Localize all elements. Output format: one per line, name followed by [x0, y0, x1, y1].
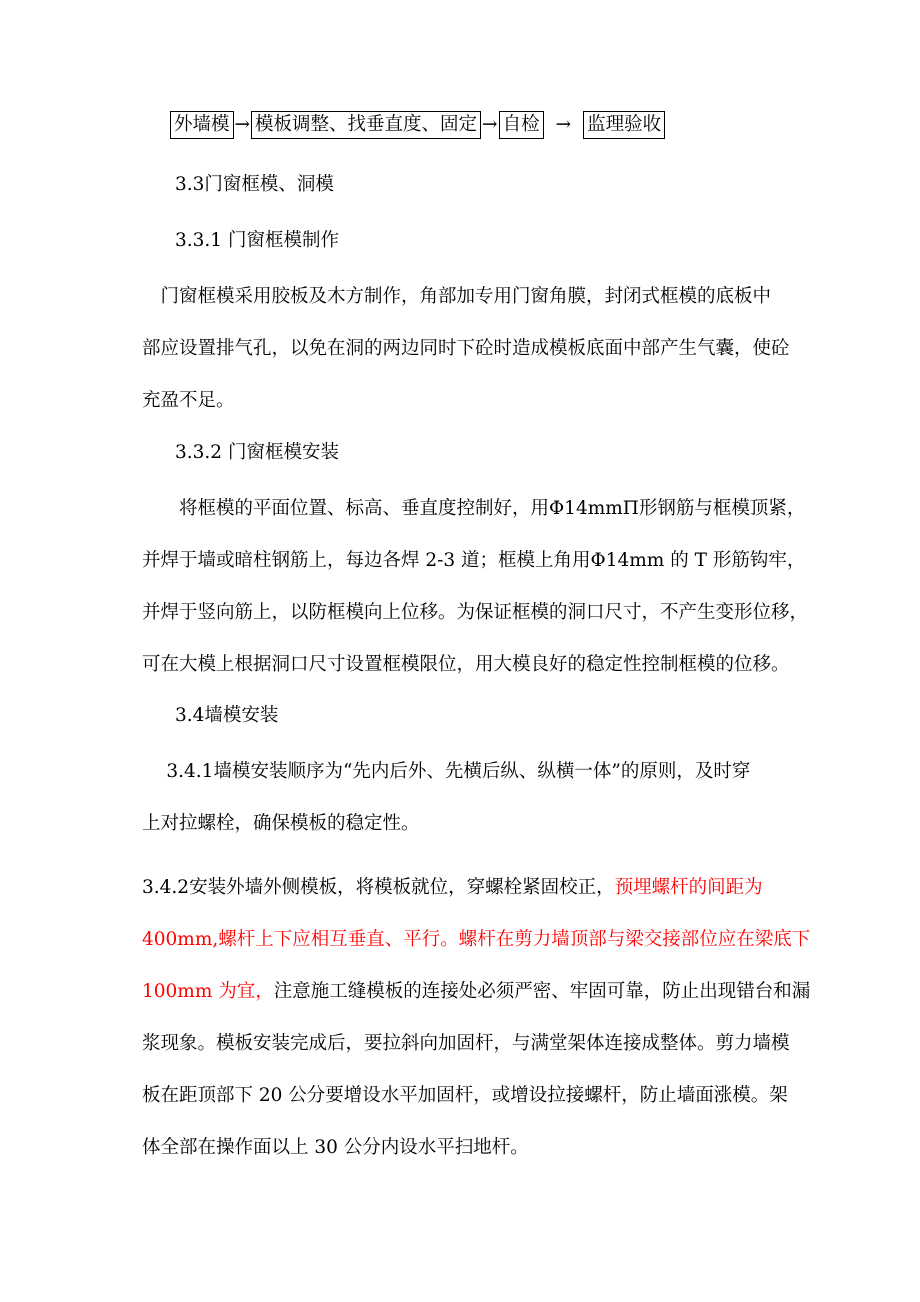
heading-3-3-1: 3.3.1 门窗框模制作	[175, 230, 339, 251]
flow-step-outer-wall-form: 外墙模	[170, 111, 234, 139]
heading-3-3-2: 3.3.2 门窗框模安装	[175, 442, 339, 463]
process-flow	[170, 110, 665, 140]
text-line: 部应设置排气孔，以免在洞的两边同时下砼时造成模板底面中部产生气囊，使砼	[142, 338, 790, 359]
text-line	[142, 862, 782, 914]
text-line: 可在大模上根据洞口尺寸设置框模限位，用大模良好的稳定性控制框模的位移。	[142, 654, 790, 675]
text-line: 门窗框模采用胶板及木方制作，角部加专用门窗角膜，封闭式框模的底板中	[142, 286, 772, 307]
paragraph-3-4-1	[142, 746, 782, 850]
flow-step-supervisor-acceptance: 监理验收	[583, 111, 665, 139]
text-line: 充盈不足。	[142, 390, 235, 411]
paragraph-3-4-2	[142, 862, 811, 1174]
text-line: 板在距顶部下 20 公分要增设水平加固杆，或增设拉接螺杆，防止墙面涨模。架	[142, 1085, 788, 1106]
flow-arrow-icon: →	[555, 114, 572, 135]
paragraph-3-3-2	[142, 483, 809, 691]
text-normal: 3.4.2安装外墙外侧模板，将模板就位，穿螺栓紧固校正，	[142, 877, 615, 898]
text-highlight-red: 400mm,螺杆上下应相互垂直、平行。螺杆在剪力墙顶部与梁交接部位应在梁底下	[142, 929, 811, 950]
text-highlight-red: 100mm 为宜，	[142, 981, 274, 1002]
text-line: 上对拉螺栓，确保模板的稳定性。	[142, 813, 420, 834]
text-line: 体全部在操作面以上 30 公分内设水平扫地杆。	[142, 1137, 529, 1158]
flow-arrow-icon: →	[234, 114, 251, 135]
text-highlight-red: 预埋螺杆的间距为	[614, 877, 763, 898]
heading-3-4: 3.4墙模安装	[175, 705, 279, 726]
text-line	[142, 966, 811, 1018]
text-line: 3.4.1墙模安装顺序为“先内后外、先横后纵、纵横一体”的原则，及时穿	[142, 761, 751, 782]
heading-3-3: 3.3门窗框模、洞模	[175, 174, 334, 195]
flow-step-adjust-fix: 模板调整、找垂直度、固定	[251, 111, 481, 139]
text-normal: 注意施工缝模板的连接处必须严密、牢固可靠，防止出现错台和漏	[273, 981, 811, 1002]
text-line: 并焊于竖向筋上，以防框模向上位移。为保证框模的洞口尺寸，不产生变形位移，	[142, 602, 809, 623]
flow-arrow-icon: →	[482, 114, 498, 135]
text-line: 浆现象。模板安装完成后，要拉斜向加固杆，与满堂架体连接成整体。剪力墙模	[142, 1033, 790, 1054]
flow-step-self-check: 自检	[499, 111, 544, 139]
text-line: 并焊于墙或暗柱钢筋上，每边各焊 2-3 道；框模上角用Φ14mm 的 T 形筋钩牢，	[142, 550, 806, 571]
paragraph-3-3-1	[142, 271, 790, 427]
text-line: 将框模的平面位置、标高、垂直度控制好，用Φ14mmΠ形钢筋与框模顶紧，	[142, 498, 806, 519]
